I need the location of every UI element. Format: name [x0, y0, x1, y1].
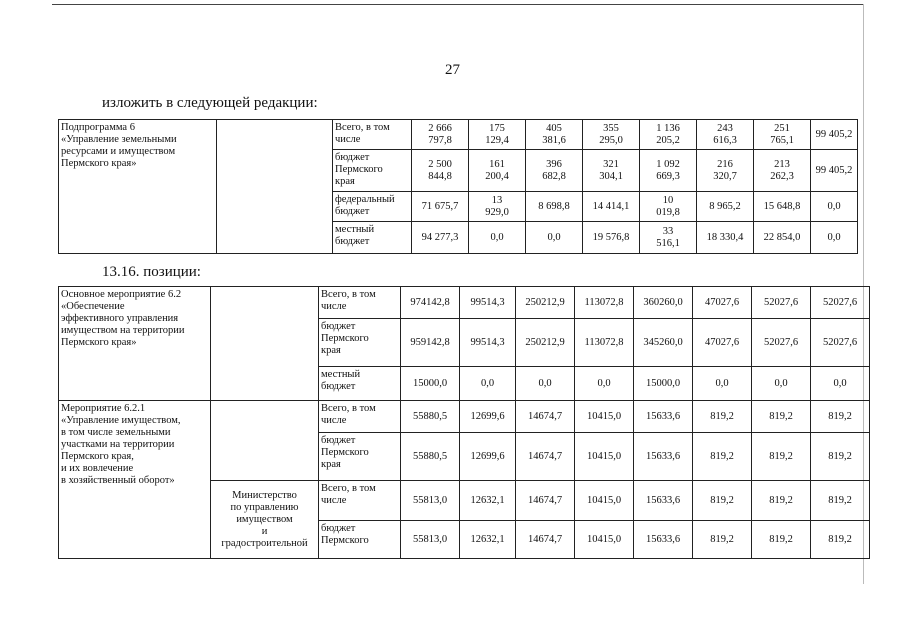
value-cell: 2 500 844,8 — [412, 150, 469, 192]
value-cell: 396 682,8 — [526, 150, 583, 192]
value-cell: 14674,7 — [516, 401, 575, 433]
value-cell: 819,2 — [811, 401, 870, 433]
activity-name-cell: Основное мероприятие 6.2 «Обеспечение эффективного управления имуществом на территории Пермского края» — [59, 287, 211, 401]
value-cell: 819,2 — [752, 433, 811, 481]
value-cell: 14674,7 — [516, 481, 575, 521]
responsible-cell — [211, 401, 319, 481]
page-top-rule — [52, 4, 864, 5]
value-cell: 10415,0 — [575, 481, 634, 521]
value-cell: 0,0 — [460, 367, 516, 401]
value-cell: 15000,0 — [401, 367, 460, 401]
value-cell: 8 698,8 — [526, 192, 583, 222]
value-cell: 22 854,0 — [754, 222, 811, 254]
value-cell: 55813,0 — [401, 521, 460, 559]
value-cell: 52027,6 — [811, 319, 870, 367]
value-cell: 113072,8 — [575, 287, 634, 319]
value-cell: 0,0 — [516, 367, 575, 401]
value-cell: 12632,1 — [460, 521, 516, 559]
table-row — [59, 287, 870, 319]
funding-source-cell: бюджет Пермского — [319, 521, 401, 559]
value-cell: 0,0 — [693, 367, 752, 401]
value-cell: 15000,0 — [634, 367, 693, 401]
value-cell: 0,0 — [811, 192, 858, 222]
value-cell: 0,0 — [811, 367, 870, 401]
value-cell: 251 765,1 — [754, 120, 811, 150]
value-cell: 819,2 — [811, 433, 870, 481]
value-cell: 18 330,4 — [697, 222, 754, 254]
value-cell: 99514,3 — [460, 319, 516, 367]
value-cell: 12699,6 — [460, 433, 516, 481]
value-cell: 819,2 — [752, 401, 811, 433]
value-cell: 55813,0 — [401, 481, 460, 521]
organization-cell: Министерство по управлению имуществом и градостроительной — [211, 481, 319, 559]
value-cell: 250212,9 — [516, 319, 575, 367]
value-cell: 819,2 — [693, 401, 752, 433]
value-cell: 13 929,0 — [469, 192, 526, 222]
value-cell: 1 136 205,2 — [640, 120, 697, 150]
value-cell: 71 675,7 — [412, 192, 469, 222]
value-cell: 819,2 — [693, 521, 752, 559]
value-cell: 321 304,1 — [583, 150, 640, 192]
value-cell: 15 648,8 — [754, 192, 811, 222]
value-cell: 99 405,2 — [811, 120, 858, 150]
value-cell: 213 262,3 — [754, 150, 811, 192]
value-cell: 0,0 — [469, 222, 526, 254]
positions-table — [58, 286, 870, 559]
section-heading: 13.16. позиции: — [102, 264, 201, 280]
value-cell: 0,0 — [526, 222, 583, 254]
funding-source-cell: бюджет Пермского края — [319, 433, 401, 481]
value-cell: 360260,0 — [634, 287, 693, 319]
value-cell: 12699,6 — [460, 401, 516, 433]
table-row — [59, 401, 870, 433]
value-cell: 12632,1 — [460, 481, 516, 521]
value-cell: 55880,5 — [401, 401, 460, 433]
value-cell: 47027,6 — [693, 319, 752, 367]
funding-source-cell: бюджет Пермского края — [333, 150, 412, 192]
value-cell: 355 295,0 — [583, 120, 640, 150]
funding-source-cell: федеральный бюджет — [333, 192, 412, 222]
activity-name-cell: Мероприятие 6.2.1 «Управление имуществом, в том числе земельными участками на территории Пермского края, и их вовлечение в хозяйственный оборот» — [59, 401, 211, 559]
value-cell: 819,2 — [693, 481, 752, 521]
funding-source-cell: Всего, в том числе — [333, 120, 412, 150]
value-cell: 10415,0 — [575, 433, 634, 481]
value-cell: 0,0 — [752, 367, 811, 401]
value-cell: 94 277,3 — [412, 222, 469, 254]
value-cell: 15633,6 — [634, 433, 693, 481]
value-cell: 99 405,2 — [811, 150, 858, 192]
responsible-cell — [217, 120, 333, 254]
value-cell: 974142,8 — [401, 287, 460, 319]
program-name-cell: Подпрограмма 6 «Управление земельными ресурсами и имуществом Пермского края» — [59, 120, 217, 254]
value-cell: 819,2 — [752, 481, 811, 521]
value-cell: 819,2 — [693, 433, 752, 481]
value-cell: 10 019,8 — [640, 192, 697, 222]
value-cell: 33 516,1 — [640, 222, 697, 254]
value-cell: 2 666 797,8 — [412, 120, 469, 150]
page-number: 27 — [445, 62, 460, 78]
value-cell: 175 129,4 — [469, 120, 526, 150]
value-cell: 819,2 — [811, 481, 870, 521]
value-cell: 819,2 — [811, 521, 870, 559]
value-cell: 19 576,8 — [583, 222, 640, 254]
funding-source-cell: местный бюджет — [319, 367, 401, 401]
value-cell: 15633,6 — [634, 521, 693, 559]
funding-source-cell: местный бюджет — [333, 222, 412, 254]
value-cell: 10415,0 — [575, 401, 634, 433]
value-cell: 250212,9 — [516, 287, 575, 319]
value-cell: 8 965,2 — [697, 192, 754, 222]
value-cell: 0,0 — [811, 222, 858, 254]
value-cell: 52027,6 — [811, 287, 870, 319]
funding-source-cell: Всего, в том числе — [319, 401, 401, 433]
value-cell: 959142,8 — [401, 319, 460, 367]
value-cell: 113072,8 — [575, 319, 634, 367]
value-cell: 0,0 — [575, 367, 634, 401]
value-cell: 1 092 669,3 — [640, 150, 697, 192]
value-cell: 216 320,7 — [697, 150, 754, 192]
value-cell: 14674,7 — [516, 433, 575, 481]
value-cell: 99514,3 — [460, 287, 516, 319]
value-cell: 52027,6 — [752, 319, 811, 367]
funding-source-cell: Всего, в том числе — [319, 287, 401, 319]
funding-source-cell: бюджет Пермского края — [319, 319, 401, 367]
value-cell: 15633,6 — [634, 401, 693, 433]
value-cell: 15633,6 — [634, 481, 693, 521]
value-cell: 10415,0 — [575, 521, 634, 559]
value-cell: 47027,6 — [693, 287, 752, 319]
value-cell: 243 616,3 — [697, 120, 754, 150]
value-cell: 405 381,6 — [526, 120, 583, 150]
responsible-cell — [211, 287, 319, 401]
value-cell: 161 200,4 — [469, 150, 526, 192]
value-cell: 819,2 — [752, 521, 811, 559]
value-cell: 345260,0 — [634, 319, 693, 367]
value-cell: 14674,7 — [516, 521, 575, 559]
value-cell: 52027,6 — [752, 287, 811, 319]
intro-text: изложить в следующей редакции: — [102, 95, 318, 111]
funding-source-cell: Всего, в том числе — [319, 481, 401, 521]
value-cell: 14 414,1 — [583, 192, 640, 222]
subprogram-6-table — [58, 119, 858, 254]
table-row — [59, 120, 858, 150]
value-cell: 55880,5 — [401, 433, 460, 481]
